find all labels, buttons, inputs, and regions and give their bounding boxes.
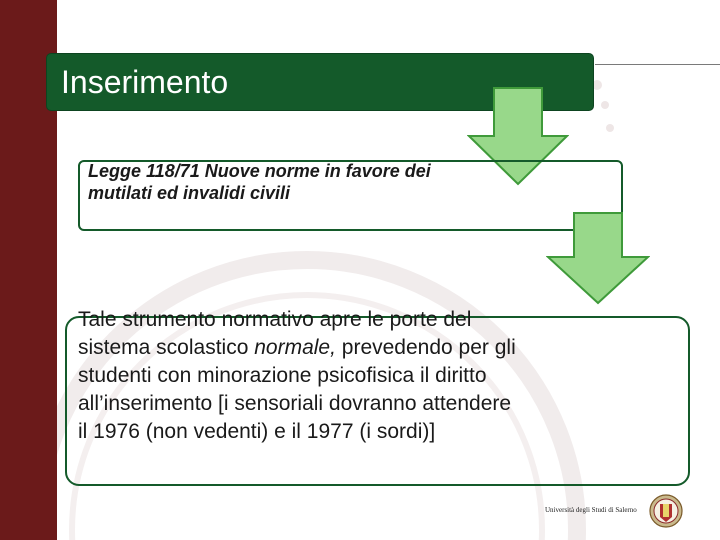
university-name: Università degli Studi di Salerno xyxy=(545,506,637,514)
law-description: Nuove norme in favore dei mutilati ed invalidi civili xyxy=(88,161,431,203)
header-divider xyxy=(595,64,720,65)
law-text xyxy=(88,160,448,204)
description-emphasis: normale, xyxy=(254,336,336,359)
university-seal-icon xyxy=(649,494,683,528)
description-part-1: Tale strumento normativo apre le porte del sistema scolastico xyxy=(78,308,472,359)
law-reference: Legge 118/71 xyxy=(88,161,200,181)
description-text xyxy=(78,306,518,446)
down-arrow-icon xyxy=(546,211,650,305)
description-part-2: prevedendo per gli studenti con minorazione psicofisica il diritto all’inserimento [i sensoriali dovranno attendere il 1976 (non vedenti) e il 1977 (i sordi)] xyxy=(78,336,516,443)
slide-title: Inserimento xyxy=(61,64,229,100)
